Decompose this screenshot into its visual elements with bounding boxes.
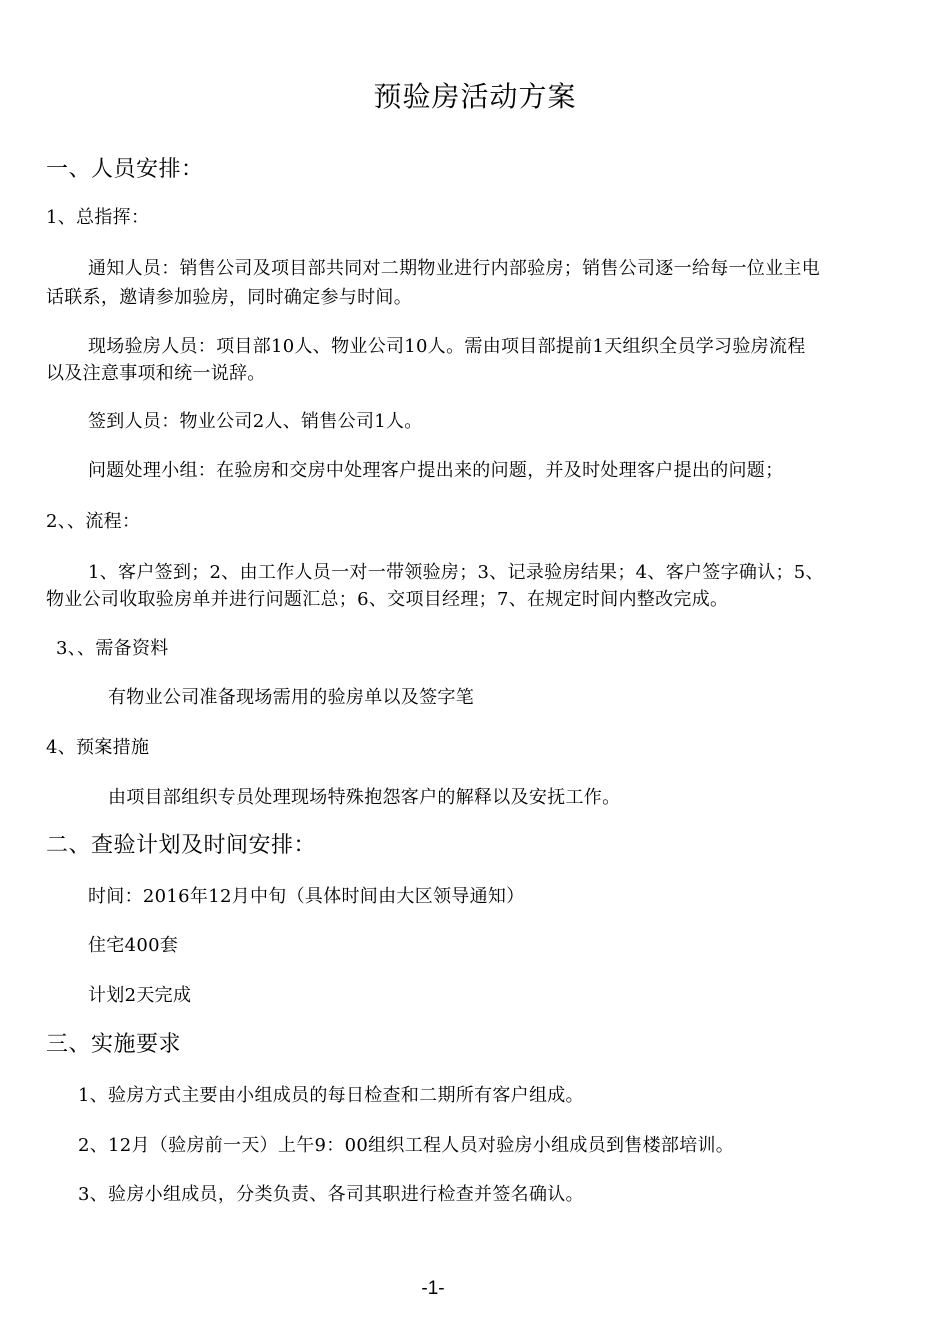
paragraph-notify-line2: 话联系，邀请参加验房，同时确定参与时间。 xyxy=(46,287,412,308)
document-title: 预验房活动方案 xyxy=(373,80,577,113)
paragraph-issue-team: 问题处理小组：在验房和交房中处理客户提出来的问题，并及时处理客户提出的问题； xyxy=(88,460,784,481)
paragraph-onsite-line2: 以及注意事项和统一说辞。 xyxy=(46,363,266,384)
paragraph-signin: 签到人员：物业公司2人、销售公司1人。 xyxy=(88,411,423,432)
schedule-time: 时间：2016年12月中旬（具体时间由大区领导通知） xyxy=(88,886,525,907)
requirement-3: 3、验房小组成员，分类负责、各司其职进行检查并签名确认。 xyxy=(78,1184,584,1205)
subheading-contingency: 4、预案措施 xyxy=(46,737,150,758)
section-heading-schedule: 二、查验计划及时间安排： xyxy=(46,833,317,858)
paragraph-contingency: 由项目部组织专员处理现场特殊抱怨客户的解释以及安抚工作。 xyxy=(108,787,621,808)
subheading-process: 2、、流程： xyxy=(46,511,141,532)
section-heading-requirements: 三、实施要求 xyxy=(46,1032,182,1057)
paragraph-process-line1: 1、客户签到；2、由工作人员一对一带领验房；3、记录验房结果；4、客户签字确认；5、 xyxy=(88,562,824,583)
requirement-2: 2、12月（验房前一天）上午9：00组织工程人员对验房小组成员到售楼部培训。 xyxy=(78,1135,735,1156)
paragraph-process-line2: 物业公司收取验房单并进行问题汇总；6、交项目经理；7、在规定时间内整改完成。 xyxy=(46,589,729,610)
paragraph-onsite-line1: 现场验房人员：项目部10人、物业公司10人。需由项目部提前1天组织全员学习验房流程 xyxy=(88,336,806,357)
requirement-1: 1、验房方式主要由小组成员的每日检查和二期所有客户组成。 xyxy=(78,1085,584,1106)
paragraph-materials: 有物业公司准备现场需用的验房单以及签字笔 xyxy=(108,687,474,708)
subheading-commander: 1、总指挥： xyxy=(46,207,150,228)
paragraph-notify-line1: 通知人员：销售公司及项目部共同对二期物业进行内部验房；销售公司逐一给每一位业主电 xyxy=(88,258,820,279)
subheading-materials: 3、、需备资料 xyxy=(56,638,169,659)
schedule-plan: 计划2天完成 xyxy=(88,985,192,1006)
page-number: -1- xyxy=(421,1278,445,1299)
schedule-units: 住宅400套 xyxy=(88,935,179,956)
section-heading-personnel: 一、人员安排： xyxy=(46,157,204,182)
